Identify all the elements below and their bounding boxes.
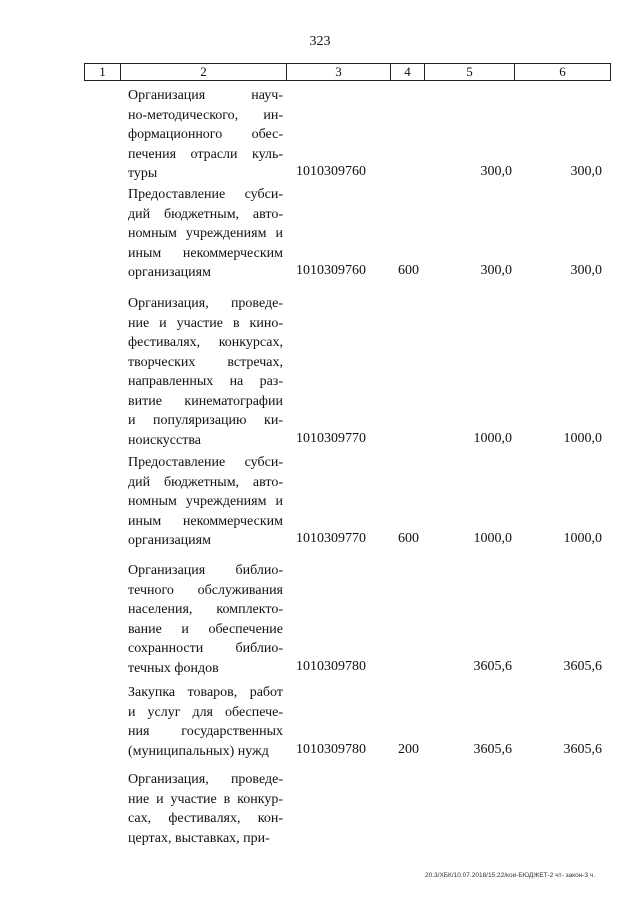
target-article-code: 1010309780 bbox=[296, 741, 366, 757]
description-line: Организация, проведе- bbox=[128, 296, 283, 311]
row-description bbox=[128, 683, 283, 761]
description-line: формационного обес- bbox=[128, 127, 283, 142]
description-line: номным учреждениям и bbox=[128, 226, 283, 241]
description-line: Организация науч- bbox=[128, 88, 283, 103]
description-line: населения, комплекто- bbox=[128, 602, 283, 617]
target-article-code: 1010309770 bbox=[296, 531, 366, 546]
description-line: течного обслуживания bbox=[128, 582, 283, 598]
amount-column-5: 1000,0 bbox=[473, 430, 512, 446]
description-line: дий бюджетным, авто- bbox=[128, 474, 283, 490]
description-line: сохранности библио- bbox=[128, 641, 283, 656]
description-line: организациям bbox=[128, 533, 211, 548]
expense-type-code: 600 bbox=[398, 531, 419, 546]
amount-column-5: 300,0 bbox=[480, 164, 512, 179]
description-line: Организация библио- bbox=[128, 563, 283, 578]
amount-column-6: 300,0 bbox=[570, 263, 602, 278]
description-line: (муниципальных) нужд bbox=[128, 743, 269, 759]
description-line: фестивалях, конкурсах, bbox=[128, 335, 283, 350]
row-description bbox=[128, 294, 283, 450]
target-article-code: 1010309760 bbox=[296, 263, 366, 278]
target-article-code: 1010309760 bbox=[296, 164, 366, 179]
description-line: творческих встречах, bbox=[128, 354, 283, 370]
amount-column-6: 300,0 bbox=[570, 164, 602, 179]
column-header-4: 4 bbox=[391, 64, 425, 81]
description-line: туры bbox=[128, 166, 158, 181]
description-line: вание и обеспечение bbox=[128, 621, 283, 637]
description-line: Закупка товаров, работ bbox=[128, 685, 283, 700]
description-line: витие кинематографии bbox=[128, 393, 283, 409]
description-line: дий бюджетным, авто- bbox=[128, 206, 283, 222]
target-article-code: 1010309780 bbox=[296, 658, 366, 674]
column-header-2: 2 bbox=[121, 64, 287, 81]
description-line: сах, фестивалях, кон- bbox=[128, 811, 283, 826]
column-header-3: 3 bbox=[287, 64, 391, 81]
amount-column-6: 1000,0 bbox=[563, 430, 602, 446]
description-line: Предоставление субси- bbox=[128, 455, 283, 470]
row-description bbox=[128, 561, 283, 678]
amount-column-5: 300,0 bbox=[480, 263, 512, 278]
expense-type-code: 200 bbox=[398, 741, 419, 757]
column-header-5: 5 bbox=[425, 64, 515, 81]
amount-column-6: 1000,0 bbox=[563, 531, 602, 546]
description-line: ние и участие в кино- bbox=[128, 315, 283, 331]
row-description bbox=[128, 453, 283, 551]
expense-type-code: 600 bbox=[398, 263, 419, 278]
amount-column-6: 3605,6 bbox=[563, 658, 602, 674]
description-line: печения отрасли куль- bbox=[128, 146, 283, 162]
row-description bbox=[128, 185, 283, 283]
amount-column-6: 3605,6 bbox=[563, 741, 602, 757]
page-number: 323 bbox=[309, 34, 331, 49]
table-header bbox=[84, 63, 611, 81]
amount-column-5: 1000,0 bbox=[473, 531, 512, 546]
amount-column-5: 3605,6 bbox=[473, 658, 512, 674]
column-header-1: 1 bbox=[85, 64, 121, 81]
description-line: ние и участие в конкур- bbox=[128, 791, 283, 807]
description-line: номным учреждениям и bbox=[128, 494, 283, 509]
footer-stamp: 20.3/ХБК/10.07.2018/15:22/кои-БЮДЖЕТ-2 чт- закон-3 ч. bbox=[425, 872, 596, 879]
description-line: иным некоммерческим bbox=[128, 513, 283, 529]
description-line: и популяризацию ки- bbox=[128, 413, 283, 428]
description-line: ния государственных bbox=[128, 724, 283, 739]
row-description bbox=[128, 86, 283, 184]
amount-column-5: 3605,6 bbox=[473, 741, 512, 757]
description-line: ноискусства bbox=[128, 432, 201, 448]
description-line: Предоставление субси- bbox=[128, 187, 283, 202]
description-line: и услуг для обеспече- bbox=[128, 704, 283, 720]
description-line: но-методического, ин- bbox=[128, 107, 283, 123]
column-header-6: 6 bbox=[515, 64, 611, 81]
description-line: иным некоммерческим bbox=[128, 245, 283, 261]
description-line: Организация, проведе- bbox=[128, 772, 283, 787]
description-line: цертах, выставках, при- bbox=[128, 830, 270, 846]
description-line: течных фондов bbox=[128, 660, 219, 676]
description-line: направленных на раз- bbox=[128, 374, 283, 389]
description-line: организациям bbox=[128, 265, 211, 280]
row-description bbox=[128, 770, 283, 848]
target-article-code: 1010309770 bbox=[296, 430, 366, 446]
